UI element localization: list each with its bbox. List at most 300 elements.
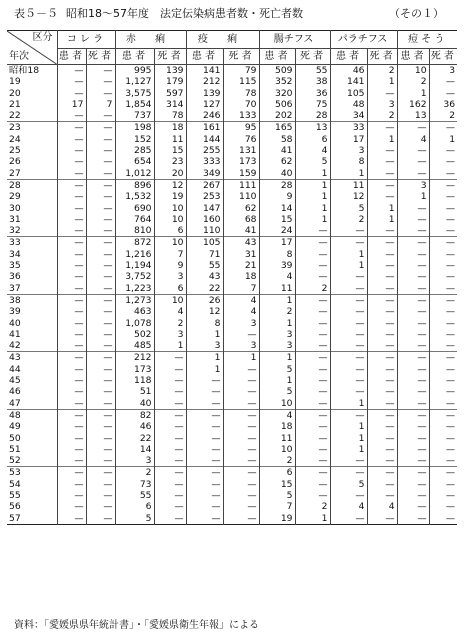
deaths-cell: — [86,306,115,317]
patients-cell: — [397,271,429,282]
year-cell: 51 [9,443,21,455]
deaths-cell: 6 [154,283,186,295]
deaths-cell: — [86,249,115,260]
patients-cell: 5 [115,513,154,525]
deaths-cell: — [86,156,115,167]
patients-cell: 1 [330,168,367,180]
deaths-cell: 2 [367,110,397,122]
deaths-cell: — [429,467,457,479]
patients-cell: — [57,386,86,397]
deaths-cell: 314 [154,99,186,110]
patients-cell: 3 [115,455,154,467]
deaths-cell: — [295,237,330,249]
deaths-cell: — [154,409,186,421]
patients-cell: 118 [115,375,154,386]
year-cell: 45 [9,375,21,387]
header-deaths: 死 者 [154,49,186,65]
corner-cell [7,31,57,65]
patients-cell: 18 [259,421,295,432]
deaths-cell: — [154,501,186,512]
deaths-cell: — [429,294,457,306]
deaths-cell: 3 [223,340,259,352]
deaths-cell: — [367,156,397,167]
patients-cell: 3 [186,340,223,352]
deaths-cell: — [86,88,115,99]
deaths-cell: — [295,225,330,237]
table-row [7,145,457,156]
header-patients: 患 者 [330,49,367,65]
deaths-cell: — [429,455,457,467]
deaths-cell: — [367,340,397,352]
deaths-cell: — [295,490,330,501]
corner-year-label: 年次 [9,51,29,62]
patients-cell: 1,194 [115,260,154,271]
deaths-cell: 3 [223,318,259,329]
patients-cell: — [397,444,429,455]
patients-cell: — [57,294,86,306]
patients-cell: 10 [259,444,295,455]
patients-cell: 2 [259,306,295,317]
patients-cell: 3 [259,340,295,352]
year-cell: 21 [9,98,21,110]
patients-cell: 11 [330,179,367,191]
patients-cell: 19 [259,513,295,525]
patients-cell: — [330,490,367,501]
deaths-cell: — [367,306,397,317]
table-row [7,237,457,249]
patients-cell: — [186,375,223,386]
deaths-cell: — [86,283,115,295]
patients-cell: 1 [330,444,367,455]
patients-cell: — [397,237,429,249]
patients-cell: 62 [259,156,295,167]
deaths-cell: — [367,398,397,410]
patients-cell: — [397,225,429,237]
deaths-cell: — [86,386,115,397]
deaths-cell: — [367,352,397,364]
patients-cell: 1 [330,260,367,271]
deaths-cell: 13 [295,122,330,134]
deaths-cell: 70 [223,99,259,110]
patients-cell: 28 [259,179,295,191]
deaths-cell: 2 [429,110,457,122]
table-row [7,225,457,237]
patients-cell: 48 [330,99,367,110]
patients-cell: 8 [259,249,295,260]
deaths-cell: 79 [223,65,259,77]
patients-cell: 1 [186,352,223,364]
deaths-cell: — [367,249,397,260]
year-cell: 44 [9,363,21,375]
patients-cell: 1 [330,421,367,432]
deaths-cell: — [367,237,397,249]
year-cell: 32 [9,225,21,237]
table-row [7,294,457,306]
patients-cell: 82 [115,409,154,421]
patients-cell: — [57,237,86,249]
deaths-cell: — [86,237,115,249]
deaths-cell: — [86,409,115,421]
year-cell: 55 [9,489,21,501]
deaths-cell: — [295,260,330,271]
year-cell: 40 [9,317,21,329]
deaths-cell: 131 [223,145,259,156]
patients-cell: — [57,283,86,295]
patients-cell: — [186,479,223,490]
deaths-cell: — [367,88,397,99]
patients-cell: 139 [186,88,223,99]
patients-cell: — [57,134,86,145]
patients-cell: — [57,168,86,180]
deaths-cell: 5 [295,156,330,167]
patients-cell: — [57,249,86,260]
deaths-cell: — [86,134,115,145]
deaths-cell: 1 [295,168,330,180]
patients-cell: — [57,433,86,444]
header-patients: 患 者 [57,49,86,65]
patients-cell: — [397,421,429,432]
deaths-cell: — [429,421,457,432]
deaths-cell: — [367,490,397,501]
deaths-cell: — [367,145,397,156]
patients-cell: — [330,386,367,397]
patients-cell: 51 [115,386,154,397]
deaths-cell: 23 [154,156,186,167]
patients-cell: 5 [330,479,367,490]
patients-cell: 24 [259,225,295,237]
deaths-cell: — [429,398,457,410]
deaths-cell: — [86,214,115,225]
deaths-cell: 18 [154,122,186,134]
patients-cell: 141 [330,76,367,87]
patients-cell: — [397,318,429,329]
year-cell: 36 [9,271,21,283]
deaths-cell: 133 [223,110,259,122]
patients-cell: — [397,364,429,375]
deaths-cell: 1 [295,191,330,202]
patients-cell: 105 [186,237,223,249]
year-cell: 56 [9,501,21,513]
patients-cell: 485 [115,340,154,352]
table-row [7,134,457,145]
deaths-cell: — [429,386,457,397]
table-row [7,433,457,444]
deaths-cell: — [223,467,259,479]
table-row [7,409,457,421]
patients-cell: — [397,467,429,479]
deaths-cell: — [223,329,259,340]
patients-cell: 654 [115,156,154,167]
patients-cell: 11 [259,433,295,444]
patients-cell: 11 [259,283,295,295]
patients-cell: — [57,455,86,467]
deaths-cell: — [295,398,330,410]
patients-cell: — [57,214,86,225]
patients-cell: 3,575 [115,88,154,99]
deaths-cell: 6 [295,134,330,145]
patients-cell: — [397,340,429,352]
deaths-cell: 21 [223,260,259,271]
year-cell: 52 [9,455,21,467]
patients-cell: — [186,455,223,467]
deaths-cell: 1 [295,203,330,214]
deaths-cell: — [429,513,457,525]
year-cell: 37 [9,282,21,294]
patients-cell: — [57,398,86,410]
deaths-cell: 1 [295,214,330,225]
deaths-cell: — [429,479,457,490]
deaths-cell: — [429,271,457,282]
patients-cell: — [330,513,367,525]
patients-cell: — [57,375,86,386]
patients-cell: 5 [330,203,367,214]
deaths-cell: 7 [86,99,115,110]
table-row [7,501,457,512]
patients-cell: — [397,156,429,167]
patients-cell: 71 [186,249,223,260]
patients-cell: 1 [259,375,295,386]
table-row [7,203,457,214]
patients-cell: 3 [259,329,295,340]
deaths-cell: — [429,433,457,444]
patients-cell: — [57,479,86,490]
patients-cell: 22 [186,283,223,295]
patients-cell: 333 [186,156,223,167]
deaths-cell: 62 [223,203,259,214]
deaths-cell: — [295,409,330,421]
patients-cell: 1 [397,191,429,202]
deaths-cell: — [86,191,115,202]
patients-cell: — [57,225,86,237]
deaths-cell: — [223,444,259,455]
deaths-cell: 28 [295,110,330,122]
deaths-cell: — [429,249,457,260]
patients-cell: — [57,179,86,191]
deaths-cell: — [429,490,457,501]
patients-cell: 34 [330,110,367,122]
patients-cell: 40 [115,398,154,410]
deaths-cell: — [86,329,115,340]
patients-cell: 1 [330,433,367,444]
patients-cell: 1 [259,294,295,306]
deaths-cell: 1 [295,179,330,191]
deaths-cell: — [154,490,186,501]
patients-cell: — [397,260,429,271]
table-row [7,329,457,340]
patients-cell: 4 [259,271,295,282]
deaths-cell: — [295,352,330,364]
header-patients: 患 者 [186,49,223,65]
deaths-cell: — [223,398,259,410]
patients-cell: 43 [186,271,223,282]
patients-cell: 5 [259,364,295,375]
patients-cell: — [397,513,429,525]
patients-cell: 267 [186,179,223,191]
deaths-cell: 19 [154,191,186,202]
deaths-cell: 159 [223,168,259,180]
patients-cell: 995 [115,65,154,77]
patients-cell: 8 [330,156,367,167]
deaths-cell: — [223,364,259,375]
patients-cell: — [186,490,223,501]
deaths-cell: — [295,249,330,260]
patients-cell: — [397,386,429,397]
patients-cell: 17 [330,134,367,145]
deaths-cell: — [429,352,457,364]
patients-cell: — [397,203,429,214]
table-row [7,318,457,329]
patients-cell: — [397,433,429,444]
deaths-cell: — [429,156,457,167]
patients-cell: — [57,318,86,329]
header-deaths: 死 者 [367,49,397,65]
patients-cell: — [57,490,86,501]
deaths-cell: 1 [223,352,259,364]
deaths-cell: — [429,501,457,512]
patients-cell: 6 [115,501,154,512]
deaths-cell: 111 [223,179,259,191]
group-ekiri: 疫 痢 [186,31,259,49]
patients-cell: — [330,352,367,364]
patients-cell: 212 [186,76,223,87]
patients-cell: — [397,214,429,225]
deaths-cell: — [367,191,397,202]
deaths-cell: — [429,203,457,214]
disease-table [7,30,457,525]
deaths-cell: — [295,340,330,352]
patients-cell: 506 [259,99,295,110]
deaths-cell: 4 [223,294,259,306]
patients-cell: 764 [115,214,154,225]
deaths-cell: — [295,318,330,329]
patients-cell: — [57,76,86,87]
patients-cell: 105 [330,88,367,99]
patients-cell: 14 [115,444,154,455]
deaths-cell: — [295,271,330,282]
deaths-cell: — [367,329,397,340]
deaths-cell: 3 [154,329,186,340]
patients-cell: 1 [397,88,429,99]
patients-cell: 1 [330,249,367,260]
deaths-cell: — [367,179,397,191]
patients-cell: — [57,145,86,156]
year-cell: 35 [9,260,21,272]
deaths-cell: 3 [154,271,186,282]
deaths-cell: — [367,364,397,375]
header-patients: 患 者 [259,49,295,65]
deaths-cell: 7 [154,249,186,260]
patients-cell: 173 [115,364,154,375]
year-cell: 57 [9,512,21,524]
patients-cell: — [57,421,86,432]
patients-cell: 17 [57,99,86,110]
year-cell: 22 [9,110,21,122]
deaths-cell: — [154,513,186,525]
header-deaths: 死 者 [295,49,330,65]
deaths-cell: — [429,409,457,421]
group-typhoid: 腸チフス [259,31,330,49]
deaths-cell: 75 [295,99,330,110]
patients-cell: 253 [186,191,223,202]
patients-cell: 5 [259,386,295,397]
patients-cell: 58 [259,134,295,145]
table-row [7,398,457,410]
patients-cell: — [397,455,429,467]
patients-cell: 165 [259,122,295,134]
deaths-cell: — [429,168,457,180]
year-cell: 42 [9,340,21,352]
deaths-cell: — [223,501,259,512]
deaths-cell: — [429,88,457,99]
deaths-cell: — [154,444,186,455]
patients-cell: 147 [186,203,223,214]
patients-cell: 1 [259,352,295,364]
deaths-cell: — [429,283,457,295]
deaths-cell: — [86,490,115,501]
patients-cell: — [57,260,86,271]
deaths-cell: — [86,271,115,282]
table-body [7,65,457,525]
patients-cell: — [57,88,86,99]
deaths-cell: 139 [154,65,186,77]
deaths-cell: — [86,479,115,490]
deaths-cell: 110 [223,191,259,202]
patients-cell: — [397,329,429,340]
deaths-cell: — [429,340,457,352]
patients-cell: 1,012 [115,168,154,180]
deaths-cell: — [367,318,397,329]
deaths-cell: — [429,214,457,225]
deaths-cell: — [223,455,259,467]
patients-cell: 13 [397,110,429,122]
patients-cell: 5 [259,490,295,501]
deaths-cell: — [367,409,397,421]
patients-cell: — [397,306,429,317]
patients-cell: 41 [259,145,295,156]
table-row [7,375,457,386]
patients-cell: — [397,122,429,134]
patients-cell: — [57,501,86,512]
deaths-cell: — [429,318,457,329]
deaths-cell: 10 [154,214,186,225]
patients-cell: 2 [259,455,295,467]
year-cell: 20 [9,87,21,99]
patients-cell: — [186,513,223,525]
patients-cell: 55 [186,260,223,271]
deaths-cell: — [367,455,397,467]
deaths-cell: 55 [295,65,330,77]
patients-cell: — [57,191,86,202]
table-row [7,260,457,271]
table-row [7,191,457,202]
deaths-cell: — [154,433,186,444]
deaths-cell: 68 [223,214,259,225]
patients-cell: 7 [259,501,295,512]
header-patients: 患 者 [397,49,429,65]
deaths-cell: 10 [154,203,186,214]
table-row [7,306,457,317]
deaths-cell: — [86,294,115,306]
deaths-cell: 10 [154,294,186,306]
patients-cell: 46 [115,421,154,432]
deaths-cell: 173 [223,156,259,167]
year-cell: 昭和18 [9,65,40,76]
deaths-cell: — [367,513,397,525]
table-row [7,65,457,77]
group-dysentery: 赤 痢 [115,31,186,49]
patients-cell: 15 [259,479,295,490]
deaths-cell: — [86,318,115,329]
